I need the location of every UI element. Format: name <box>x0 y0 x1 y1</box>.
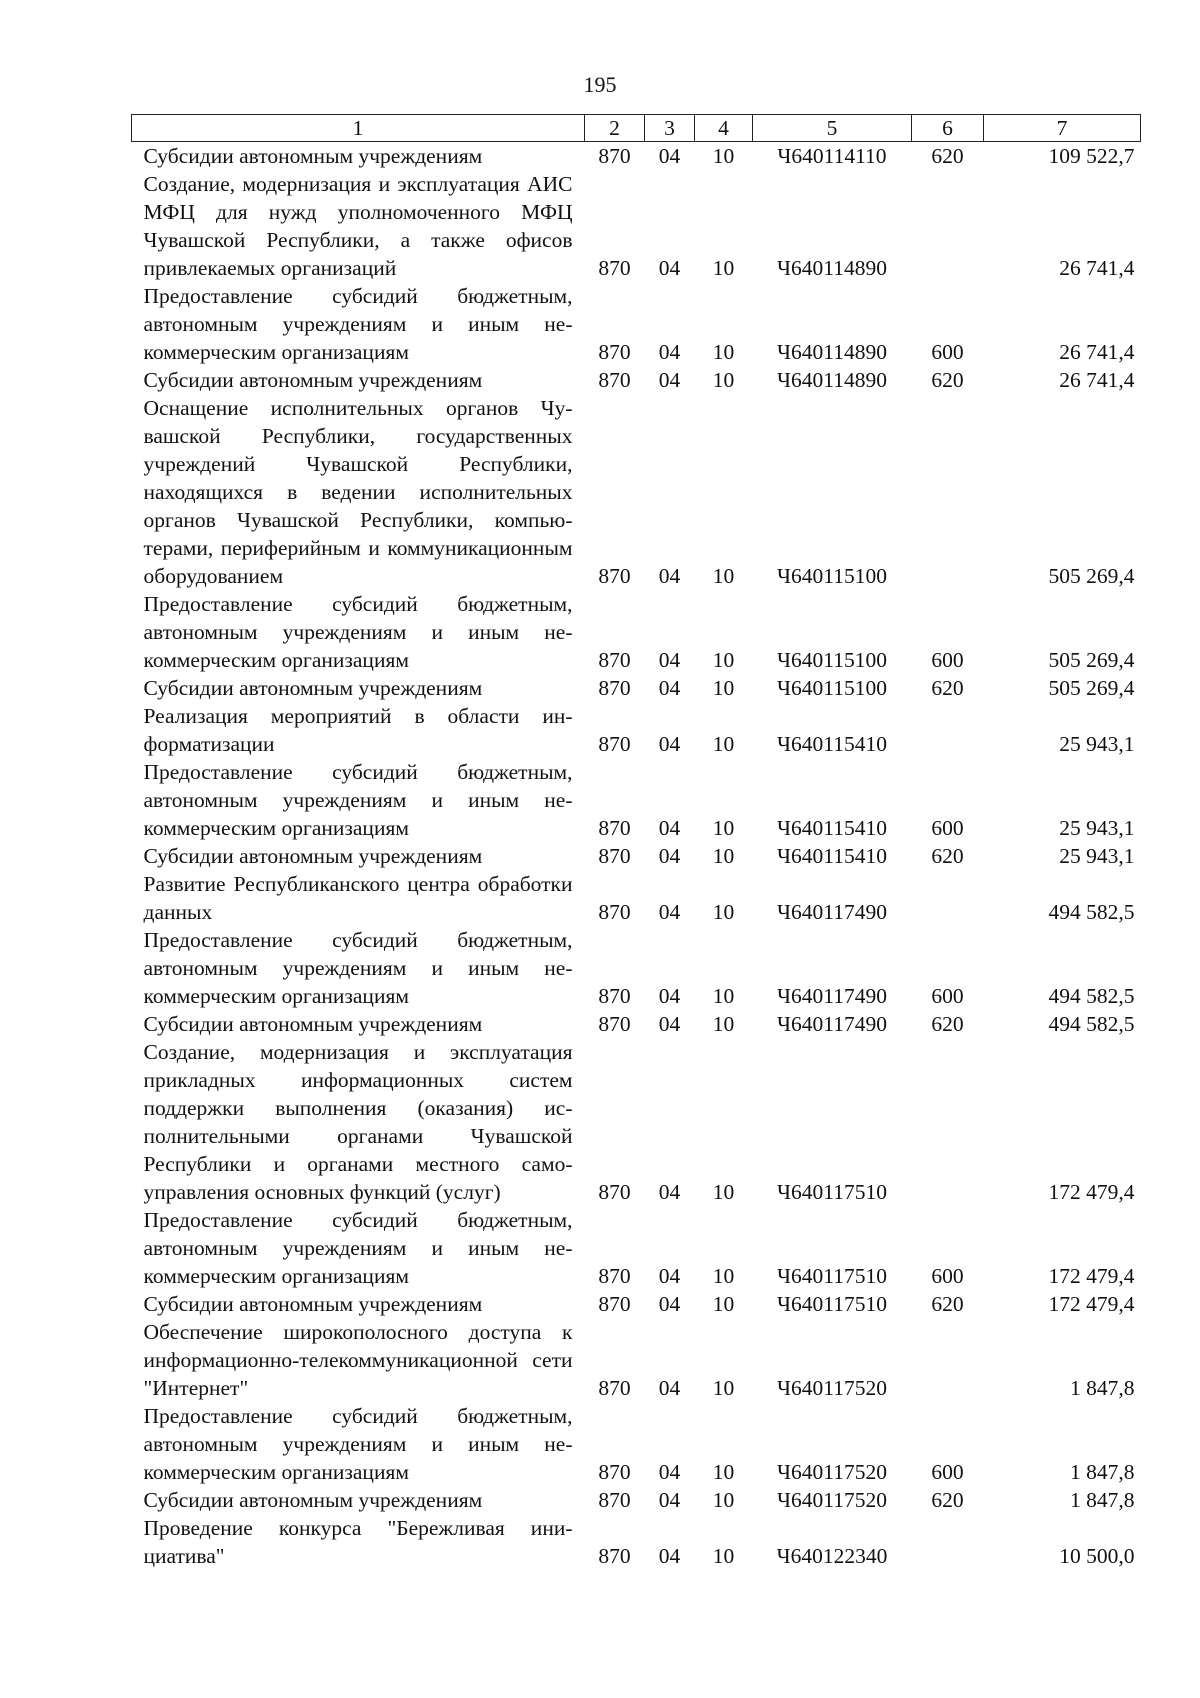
table-row <box>132 674 1141 702</box>
target-article-code: Ч640117520 <box>777 1488 887 1512</box>
item-name: Создание, модернизация и эксплуатация прикладных информационных систем поддержки выполнения (оказания) исполнительными органами Чувашской Республики и органами местного самоуправления основных функций (услуг) <box>143 1040 573 1204</box>
ministry-code: 870 <box>598 816 631 840</box>
ministry-code: 870 <box>598 1488 631 1512</box>
ministry-code: 870 <box>598 1264 631 1288</box>
item-name: Предоставление субсидий бюджетным, автономным учреждениям и иным некоммерческим организациям <box>143 1208 573 1288</box>
expense-type-code: 620 <box>931 1488 964 1512</box>
section-code: 04 <box>658 1488 681 1512</box>
ministry-code: 870 <box>598 844 631 868</box>
ministry-code: 870 <box>598 256 631 280</box>
target-article-code: Ч640115100 <box>777 648 887 672</box>
subsection-code: 10 <box>712 564 735 588</box>
amount: 494 582,5 <box>1048 900 1135 924</box>
expense-type-code <box>912 1514 984 1570</box>
ministry-code: 870 <box>598 1012 631 1036</box>
section-code: 04 <box>658 732 681 756</box>
column-header-7: 7 <box>984 115 1141 142</box>
section-code: 04 <box>658 1180 681 1204</box>
amount: 505 269,4 <box>1048 564 1135 588</box>
section-code: 04 <box>658 648 681 672</box>
target-article-code: Ч640115100 <box>777 676 887 700</box>
amount: 505 269,4 <box>1048 676 1135 700</box>
column-header-5: 5 <box>753 115 912 142</box>
subsection-code: 10 <box>712 900 735 924</box>
section-code: 04 <box>658 564 681 588</box>
table-row <box>132 394 1141 590</box>
amount: 172 479,4 <box>1048 1264 1135 1288</box>
ministry-code: 870 <box>598 1180 631 1204</box>
item-name: Субсидии автономным учреждениям <box>143 844 483 868</box>
table-row <box>132 170 1141 282</box>
expense-type-code <box>912 702 984 758</box>
target-article-code: Ч640115410 <box>777 844 887 868</box>
amount: 1 847,8 <box>1070 1488 1135 1512</box>
amount: 505 269,4 <box>1048 648 1135 672</box>
section-code: 04 <box>658 1264 681 1288</box>
subsection-code: 10 <box>712 1264 735 1288</box>
subsection-code: 10 <box>712 256 735 280</box>
item-name: Субсидии автономным учреждениям <box>143 1292 483 1316</box>
subsection-code: 10 <box>712 732 735 756</box>
ministry-code: 870 <box>598 1376 631 1400</box>
item-name: Развитие Республиканского центра обработки данных <box>143 872 573 924</box>
table-row <box>132 1402 1141 1486</box>
column-header-6: 6 <box>912 115 984 142</box>
subsection-code: 10 <box>712 816 735 840</box>
column-header-1: 1 <box>132 115 585 142</box>
subsection-code: 10 <box>712 1292 735 1316</box>
ministry-code: 870 <box>598 676 631 700</box>
item-name: Субсидии автономным учреждениям <box>143 368 483 392</box>
ministry-code: 870 <box>598 1544 631 1568</box>
expense-type-code: 600 <box>931 816 964 840</box>
table-row <box>132 1514 1141 1570</box>
expense-type-code: 620 <box>931 368 964 392</box>
ministry-code: 870 <box>598 368 631 392</box>
table-row <box>132 366 1141 394</box>
column-header-3: 3 <box>645 115 695 142</box>
target-article-code: Ч640117520 <box>777 1376 887 1400</box>
expense-type-code: 600 <box>931 648 964 672</box>
item-name: Субсидии автономным учреждениям <box>143 676 483 700</box>
subsection-code: 10 <box>712 1012 735 1036</box>
amount: 109 522,7 <box>1048 144 1135 168</box>
section-code: 04 <box>658 676 681 700</box>
item-name: Субсидии автономным учреждениям <box>143 1488 483 1512</box>
expense-type-code: 620 <box>931 844 964 868</box>
subsection-code: 10 <box>712 368 735 392</box>
table-row <box>132 1486 1141 1514</box>
table-row <box>132 282 1141 366</box>
item-name: Обеспечение широкополосного доступа к информационно-телекоммуникационной сети "Интернет" <box>143 1320 573 1400</box>
table-row <box>132 590 1141 674</box>
section-code: 04 <box>658 1376 681 1400</box>
amount: 1 847,8 <box>1070 1460 1135 1484</box>
item-name: Оснащение исполнительных органов Чувашской Республики, государственных учреждений Чувашской Республики, находящихся в ведении исполнительных органов Чувашской Республики, компьютерами, периферийным и коммуникационным оборудованием <box>143 396 573 588</box>
ministry-code: 870 <box>598 648 631 672</box>
expense-type-code: 600 <box>931 984 964 1008</box>
table-row <box>132 1318 1141 1402</box>
item-name: Субсидии автономным учреждениям <box>143 144 483 168</box>
table-row <box>132 1010 1141 1038</box>
expense-type-code: 620 <box>931 1292 964 1316</box>
table-row <box>132 842 1141 870</box>
amount: 10 500,0 <box>1059 1544 1135 1568</box>
item-name: Предоставление субсидий бюджетным, автономным учреждениям и иным некоммерческим организациям <box>143 928 573 1008</box>
section-code: 04 <box>658 1292 681 1316</box>
amount: 25 943,1 <box>1059 816 1135 840</box>
subsection-code: 10 <box>712 1488 735 1512</box>
target-article-code: Ч640117510 <box>777 1180 887 1204</box>
amount: 494 582,5 <box>1048 1012 1135 1036</box>
section-code: 04 <box>658 340 681 364</box>
table-row <box>132 702 1141 758</box>
item-name: Предоставление субсидий бюджетным, автономным учреждениям и иным некоммерческим организациям <box>143 760 573 840</box>
expense-type-code: 620 <box>931 676 964 700</box>
table-row <box>132 1206 1141 1290</box>
subsection-code: 10 <box>712 676 735 700</box>
amount: 172 479,4 <box>1048 1292 1135 1316</box>
expense-type-code: 620 <box>931 144 964 168</box>
ministry-code: 870 <box>598 564 631 588</box>
subsection-code: 10 <box>712 648 735 672</box>
section-code: 04 <box>658 1012 681 1036</box>
amount: 26 741,4 <box>1059 256 1135 280</box>
table-body <box>132 142 1141 1571</box>
column-header-4: 4 <box>695 115 753 142</box>
expense-type-code <box>912 870 984 926</box>
target-article-code: Ч640117510 <box>777 1292 887 1316</box>
subsection-code: 10 <box>712 1460 735 1484</box>
item-name: Реализация мероприятий в области информатизации <box>143 704 573 756</box>
page-number: 195 <box>583 72 617 97</box>
subsection-code: 10 <box>712 1180 735 1204</box>
table-row <box>132 1038 1141 1206</box>
ministry-code: 870 <box>598 1460 631 1484</box>
table-row <box>132 758 1141 842</box>
expense-type-code: 600 <box>931 1460 964 1484</box>
expense-type-code <box>912 1038 984 1206</box>
target-article-code: Ч640115100 <box>777 564 887 588</box>
ministry-code: 870 <box>598 900 631 924</box>
item-name: Предоставление субсидий бюджетным, автономным учреждениям и иным некоммерческим организациям <box>143 592 573 672</box>
table-row <box>132 1290 1141 1318</box>
expense-type-code <box>912 170 984 282</box>
table-row <box>132 870 1141 926</box>
target-article-code: Ч640122340 <box>776 1544 888 1568</box>
ministry-code: 870 <box>598 340 631 364</box>
subsection-code: 10 <box>712 144 735 168</box>
expense-type-code <box>912 1318 984 1402</box>
amount: 494 582,5 <box>1048 984 1135 1008</box>
target-article-code: Ч640117520 <box>777 1460 887 1484</box>
expense-type-code <box>912 394 984 590</box>
column-number-header-row <box>132 115 1141 142</box>
amount: 26 741,4 <box>1059 340 1135 364</box>
section-code: 04 <box>658 256 681 280</box>
subsection-code: 10 <box>712 1376 735 1400</box>
budget-table <box>131 114 1141 1570</box>
subsection-code: 10 <box>712 984 735 1008</box>
section-code: 04 <box>658 984 681 1008</box>
ministry-code: 870 <box>598 732 631 756</box>
expense-type-code: 620 <box>931 1012 964 1036</box>
target-article-code: Ч640114890 <box>777 256 887 280</box>
subsection-code: 10 <box>712 1544 735 1568</box>
item-name: Предоставление субсидий бюджетным, автономным учреждениям и иным некоммерческим организациям <box>143 1404 573 1484</box>
item-name: Создание, модернизация и эксплуатация АИС МФЦ для нужд уполномоченного МФЦ Чувашской Республики, а также офисов привлекаемых организаций <box>143 172 573 280</box>
target-article-code: Ч640117490 <box>777 1012 887 1036</box>
section-code: 04 <box>658 1460 681 1484</box>
table-row <box>132 142 1141 171</box>
item-name: Субсидии автономным учреждениям <box>143 1012 483 1036</box>
subsection-code: 10 <box>712 340 735 364</box>
section-code: 04 <box>658 816 681 840</box>
amount: 26 741,4 <box>1059 368 1135 392</box>
target-article-code: Ч640115410 <box>777 816 887 840</box>
target-article-code: Ч640117490 <box>777 900 887 924</box>
ministry-code: 870 <box>598 144 631 168</box>
target-article-code: Ч640117510 <box>777 1264 887 1288</box>
section-code: 04 <box>658 844 681 868</box>
expense-type-code: 600 <box>931 340 964 364</box>
target-article-code: Ч640114110 <box>777 144 887 168</box>
item-name: Предоставление субсидий бюджетным, автономным учреждениям и иным некоммерческим организациям <box>143 284 573 364</box>
section-code: 04 <box>658 1544 681 1568</box>
amount: 25 943,1 <box>1059 844 1135 868</box>
column-header-2: 2 <box>585 115 645 142</box>
expense-type-code: 600 <box>931 1264 964 1288</box>
subsection-code: 10 <box>712 844 735 868</box>
ministry-code: 870 <box>598 1292 631 1316</box>
amount: 25 943,1 <box>1059 732 1135 756</box>
target-article-code: Ч640114890 <box>777 340 887 364</box>
amount: 172 479,4 <box>1048 1180 1135 1204</box>
item-name: Проведение конкурса "Бережливая инициатива" <box>143 1516 573 1568</box>
target-article-code: Ч640115410 <box>777 732 887 756</box>
amount: 1 847,8 <box>1070 1376 1135 1400</box>
target-article-code: Ч640114890 <box>777 368 887 392</box>
table-row <box>132 926 1141 1010</box>
section-code: 04 <box>658 368 681 392</box>
section-code: 04 <box>658 900 681 924</box>
target-article-code: Ч640117490 <box>777 984 887 1008</box>
section-code: 04 <box>658 144 681 168</box>
ministry-code: 870 <box>598 984 631 1008</box>
